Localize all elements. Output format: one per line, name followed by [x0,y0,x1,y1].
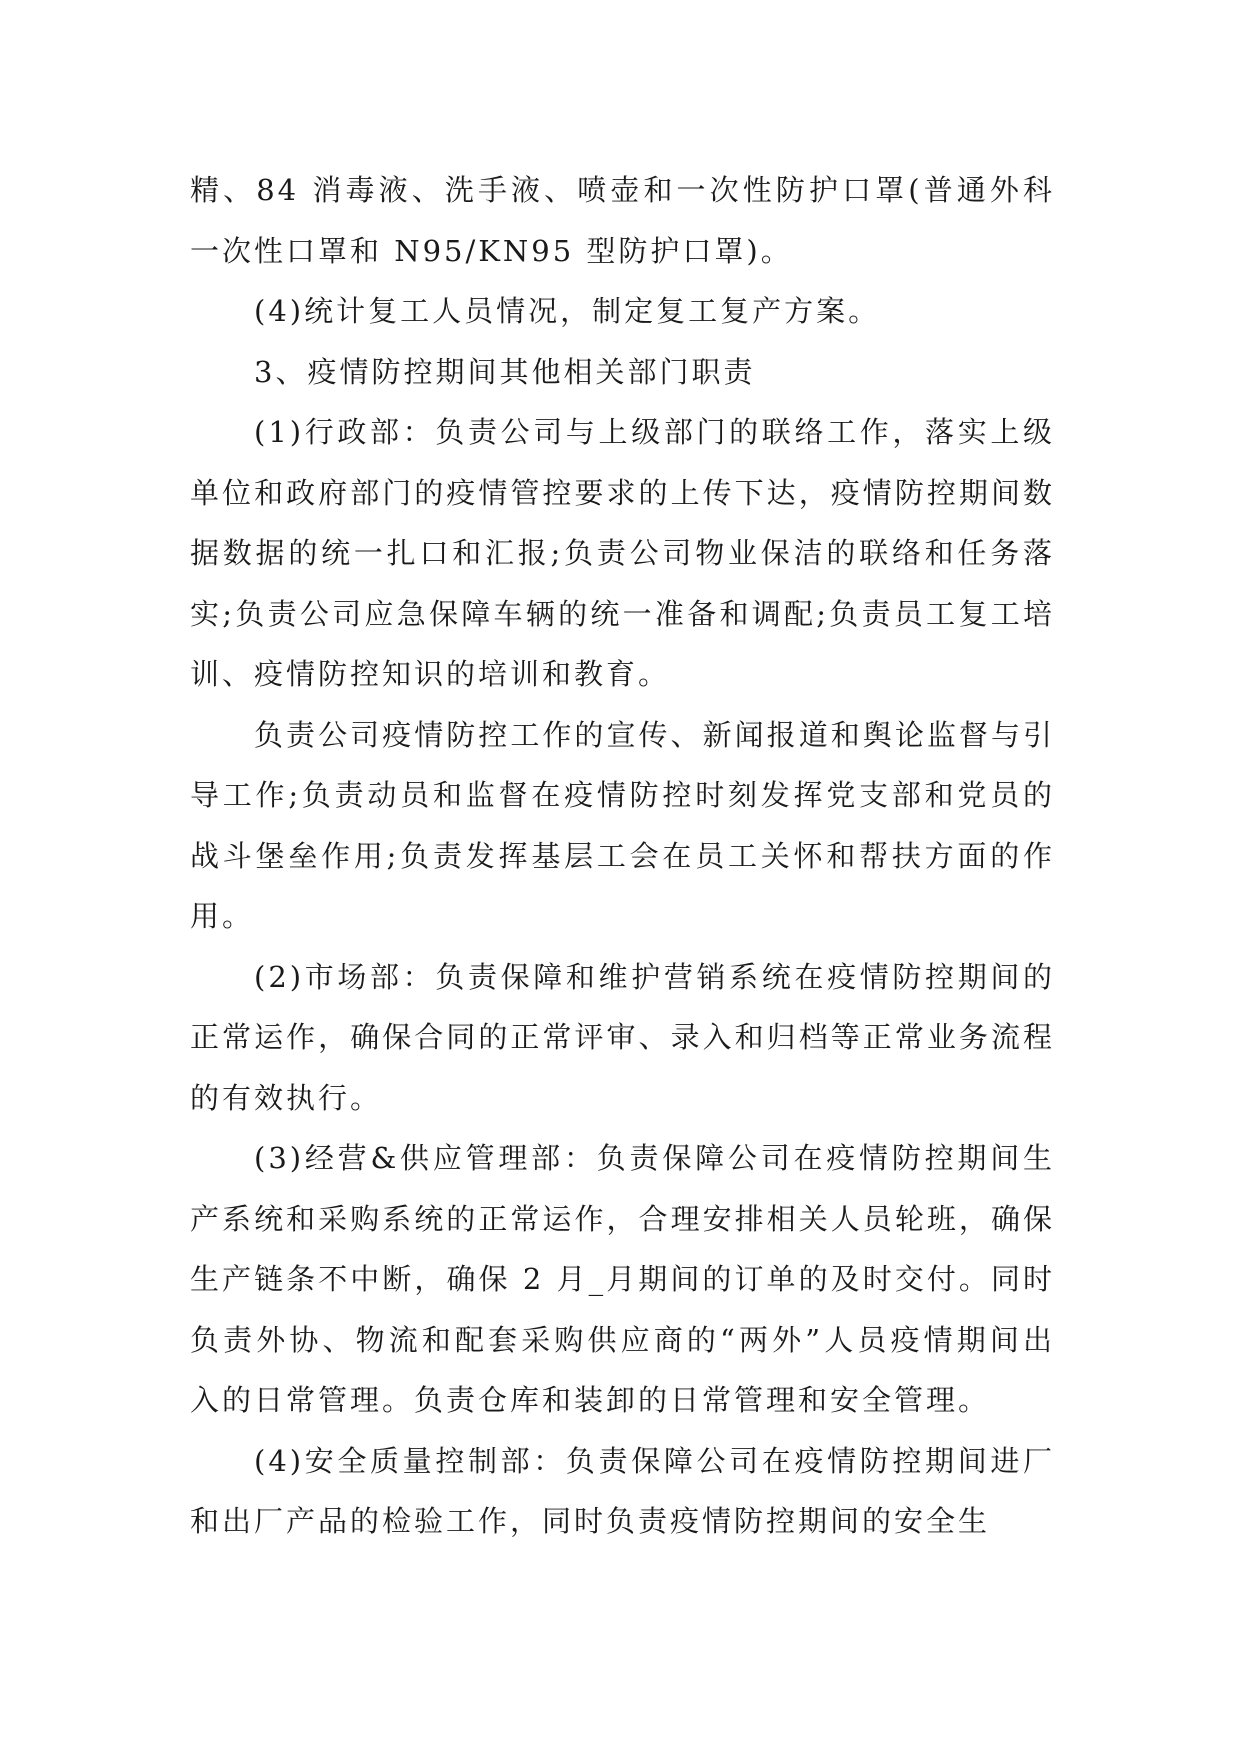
paragraph-publicity-duties: 负责公司疫情防控工作的宣传、新闻报道和舆论监督与引导工作;负责动员和监督在疫情防控时刻发挥党支部和党员的战斗堡垒作用;负责发挥基层工会在员工关怀和帮扶方面的作用。 [190,717,1055,933]
document-body [190,160,1055,1552]
paragraph-admin-department: (1)行政部：负责公司与上级部门的联络工作，落实上级单位和政府部门的疫情管控要求的上传下达，疫情防控期间数据数据的统一扎口和汇报;负责公司物业保洁的联络和任务落实;负责公司应急保障车辆的统一准备和调配;负责员工复工培训、疫情防控知识的培训和教育。 [190,415,1055,691]
paragraph-operations-supply-department: (3)经营&供应管理部：负责保障公司在疫情防控期间生产系统和采购系统的正常运作，合理安排相关人员轮班，确保生产链条不中断，确保 2 月_月期间的订单的及时交付。同时负责外协、物流和配套采购供应商的“两外”人员疫情期间出入的日常管理。负责仓库和装卸的日常管理和安全管理。 [190,1141,1055,1417]
paragraph-item-4-statistics: (4)统计复工人员情况，制定复工复产方案。 [254,294,881,328]
paragraph-materials-continued: 精、84 消毒液、洗手液、喷壶和一次性防护口罩(普通外科一次性口罩和 N95/KN95 型防护口罩)。 [190,173,1055,268]
section-heading-department-duties: 3、疫情防控期间其他相关部门职责 [254,354,756,389]
paragraph-safety-quality-department: (4)安全质量控制部：负责保障公司在疫情防控期间进厂和出厂产品的检验工作，同时负责疫情防控期间的安全生 [190,1443,1055,1538]
paragraph-marketing-department: (2)市场部：负责保障和维护营销系统在疫情防控期间的正常运作，确保合同的正常评审、录入和归档等正常业务流程的有效执行。 [190,959,1055,1115]
